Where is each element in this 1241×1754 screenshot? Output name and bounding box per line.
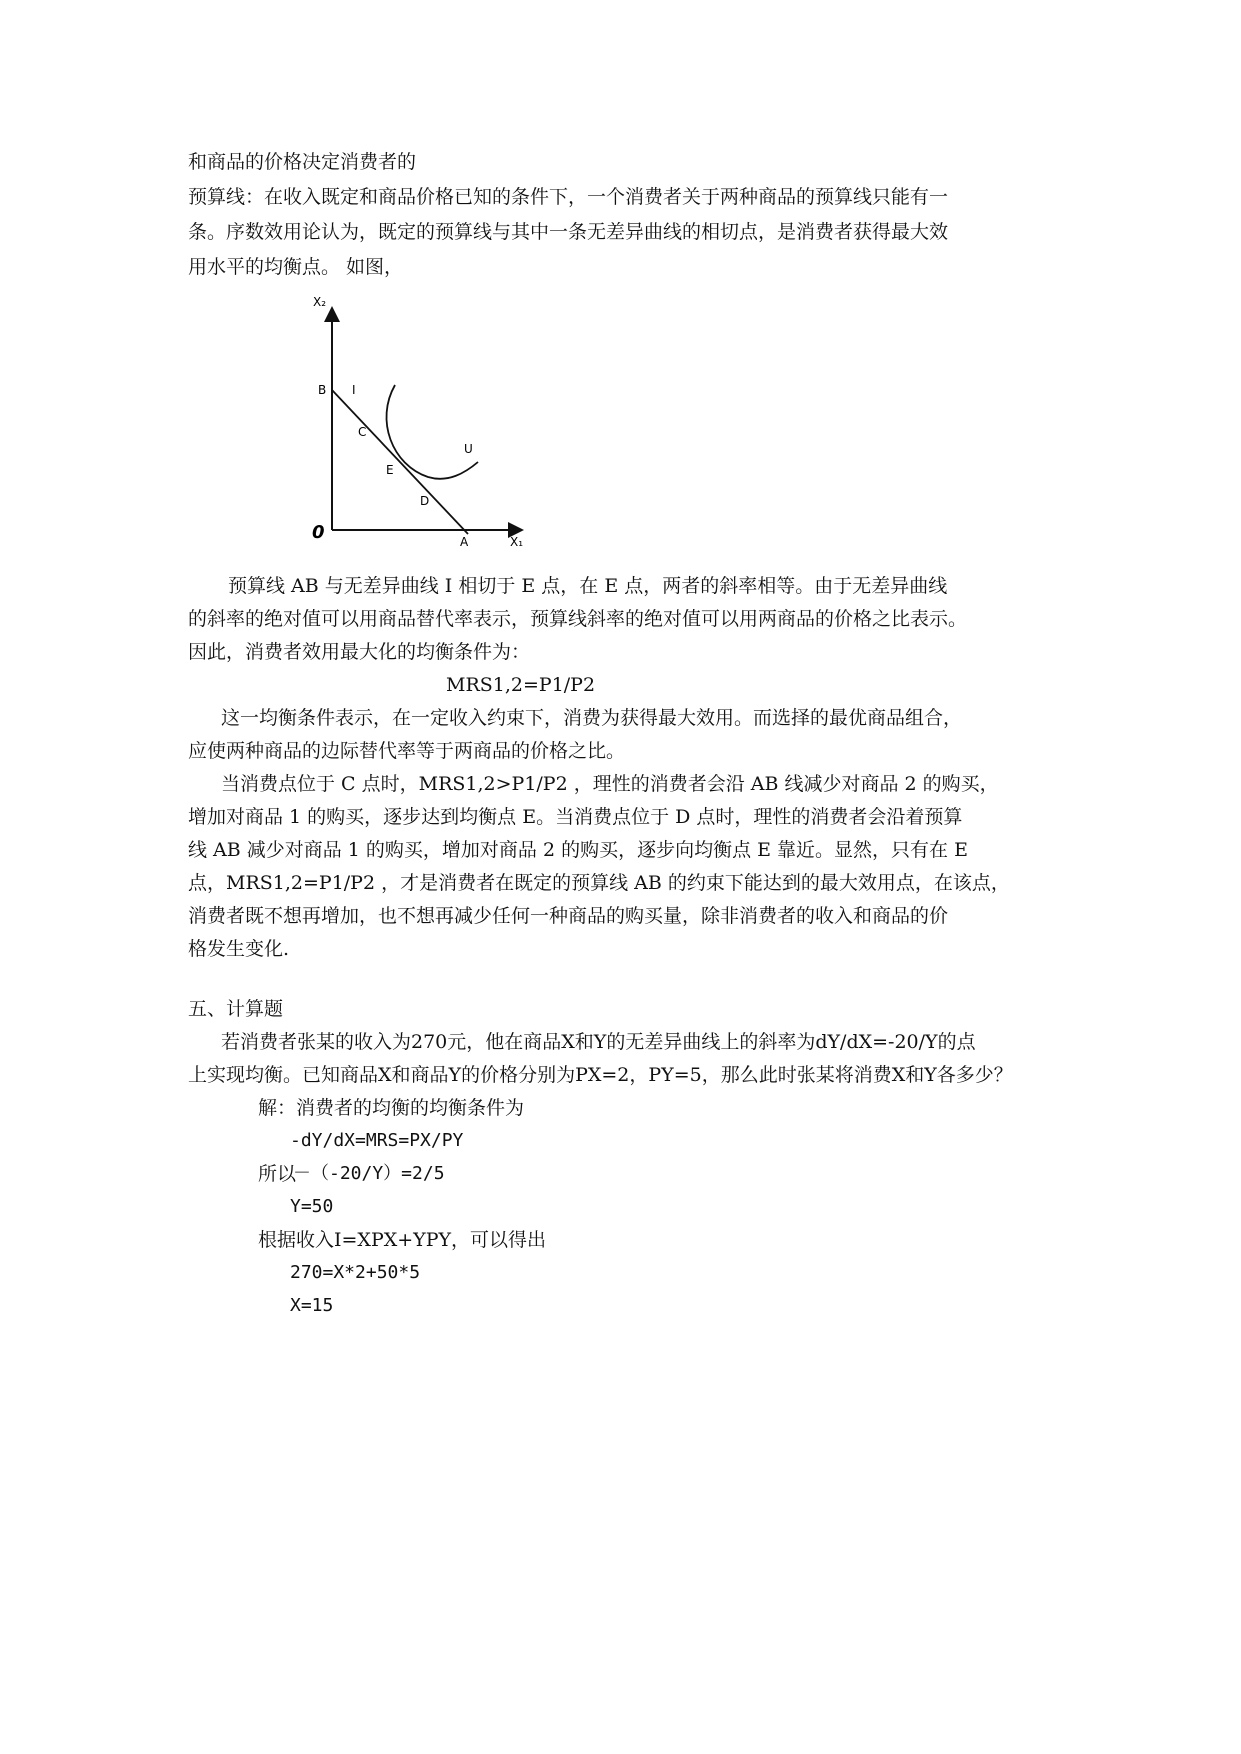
text-line: 的斜率的绝对值可以用商品替代率表示，预算线斜率的绝对值可以用两商品的价格之比表示。 (188, 608, 968, 630)
curve-u-label: U (464, 442, 473, 456)
point-d-label: D (420, 494, 430, 508)
question-line: 若消费者张某的收入为270元，他在商品X和Y的无差异曲线上的斜率为dY/dX=-20/Y的点 (221, 1031, 976, 1053)
origin-label: 0 (312, 522, 325, 543)
solution-line: 根据收入I=XPX+YPY，可以得出 (258, 1229, 547, 1251)
solution-line: X=15 (290, 1295, 334, 1316)
text-line: 点，MRS1,2=P1/P2 ，才是消费者在既定的预算线 AB 的约束下能达到的最大效用点，在该点， (188, 872, 1010, 894)
text-line: 当消费点位于 C 点时，MRS1,2>P1/P2 ，理性的消费者会沿 AB 线减少对商品 2 的购买， (221, 773, 999, 795)
point-b-label: B (318, 383, 327, 397)
text-line: 线 AB 减少对商品 1 的购买，增加对商品 2 的购买，逐步向均衡点 E 靠近。显然，只有在 E (188, 839, 968, 861)
point-e-label: E (386, 463, 394, 477)
question-line: 上实现均衡。已知商品X和商品Y的价格分别为PX=2，PY=5，那么此时张某将消费X和Y各多少？ (188, 1064, 1013, 1086)
y-axis-label: X₂ (313, 295, 327, 309)
x-axis-label: X₁ (510, 535, 524, 549)
text-line: 这一均衡条件表示，在一定收入约束下，消费为获得最大效用。而选择的最优商品组合， (221, 707, 963, 729)
budget-line-ab (332, 390, 468, 534)
point-a-label: A (460, 535, 469, 549)
text-line: 预算线 AB 与无差异曲线 I 相切于 E 点，在 E 点，两者的斜率相等。由于无差异曲线 (228, 575, 948, 597)
indifference-curve (386, 385, 478, 479)
line-i-label: I (352, 383, 356, 397)
text-line: 格发生变化. (188, 938, 290, 960)
solution-line: －（-20/Y）=2/5 (293, 1163, 445, 1184)
budget-line-diagram (300, 290, 540, 560)
solution-line: 解：消费者的均衡的均衡条件为 (258, 1097, 525, 1119)
section-heading: 五、计算题 (188, 998, 284, 1020)
point-c-label: C (358, 425, 367, 439)
solution-line: -dY/dX=MRS=PX/PY (290, 1130, 464, 1151)
solution-label: 所以 (258, 1163, 297, 1185)
text-line: 增加对商品 1 的购买，逐步达到均衡点 E。当消费点位于 D 点时，理性的消费者会沿着预算 (188, 806, 963, 828)
formula: MRS1,2=P1/P2 (446, 674, 596, 696)
text-line: 因此，消费者效用最大化的均衡条件为： (188, 641, 531, 663)
text-line: 用水平的均衡点。 如图， (188, 256, 404, 278)
text-line: 预算线：在收入既定和商品价格已知的条件下，一个消费者关于两种商品的预算线只能有一 (188, 186, 949, 208)
solution-line: 270=X*2+50*5 (290, 1262, 421, 1283)
solution-line: Y=50 (290, 1196, 334, 1217)
text-line: 应使两种商品的边际替代率等于两商品的价格之比。 (188, 740, 626, 762)
text-line: 消费者既不想再增加，也不想再减少任何一种商品的购买量，除非消费者的收入和商品的价 (188, 905, 949, 927)
text-line: 条。序数效用论认为，既定的预算线与其中一条无差异曲线的相切点，是消费者获得最大效 (188, 221, 949, 243)
text-line: 和商品的价格决定消费者的 (188, 151, 417, 173)
